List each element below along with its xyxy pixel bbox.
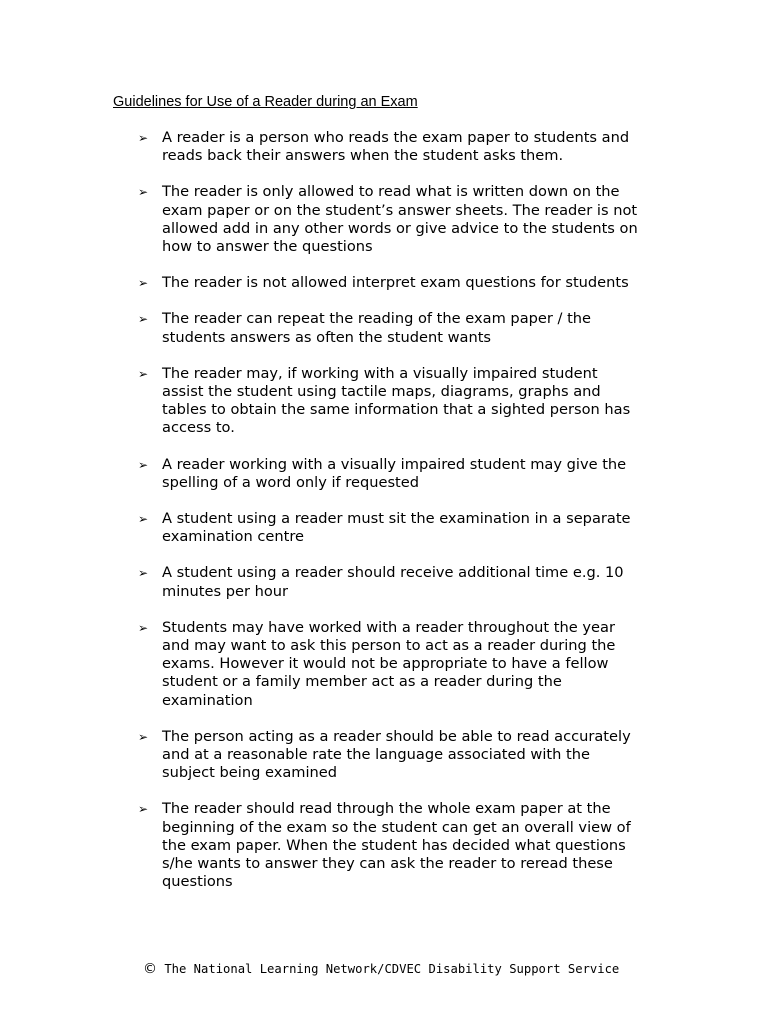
copyright-symbol: © [143, 961, 157, 977]
list-item-text: The reader is only allowed to read what is written down on the exam paper or on the student’s answer sheets. The reader is not allowed add in any other words or give advice to the students on how to answer the questions [162, 183, 638, 256]
document-title: Guidelines for Use of a Reader during an Exam [113, 94, 418, 110]
arrowhead-bullet-icon: ➢ [138, 802, 149, 817]
list-item-text: A student using a reader should receive additional time e.g. 10 minutes per hour [162, 564, 624, 600]
list-item-text: The reader may, if working with a visually impaired student assist the student using tactile maps, diagrams, graphs and tables to obtain the same information that a sighted person has access to. [162, 364, 631, 437]
arrowhead-bullet-icon: ➢ [138, 457, 149, 472]
list-item [138, 274, 658, 292]
list-item [138, 800, 658, 891]
footer-text: The National Learning Network/CDVEC Disability Support Service [157, 962, 620, 976]
list-item [138, 510, 658, 546]
list-item [138, 728, 658, 783]
list-item-text: The reader is not allowed interpret exam questions for students [162, 274, 629, 292]
list-item-text: Students may have worked with a reader throughout the year and may want to ask this person to act as a reader during the exams. However it would not be appropriate to have a fellow student or a family member act as a reader during the examination [162, 618, 616, 709]
list-item-text: The person acting as a reader should be able to read accurately and at a reasonable rate the language associated with the subject being examined [162, 727, 631, 782]
list-item-text: A reader working with a visually impaired student may give the spelling of a word only if requested [162, 455, 627, 491]
arrowhead-bullet-icon: ➢ [138, 620, 149, 635]
list-item-text: A student using a reader must sit the examination in a separate examination centre [162, 510, 631, 546]
arrowhead-bullet-icon: ➢ [138, 131, 149, 145]
list-item [138, 456, 658, 492]
arrowhead-bullet-icon: ➢ [138, 566, 149, 581]
list-item [138, 183, 658, 256]
arrowhead-bullet-icon: ➢ [138, 185, 149, 200]
list-item-text: The reader should read through the whole exam paper at the beginning of the exam so the student can get an overall view of the exam paper. When the student has decided what questions s/he wants to answer they can ask the reader to reread these questions [162, 800, 631, 891]
arrowhead-bullet-icon: ➢ [138, 366, 149, 381]
arrowhead-bullet-icon: ➢ [138, 729, 149, 744]
list-item [138, 310, 658, 346]
footer [143, 961, 619, 977]
list-item [138, 564, 658, 600]
list-item [138, 365, 658, 438]
list-item [138, 129, 658, 165]
list-item [138, 619, 658, 710]
guidelines-list [138, 129, 658, 910]
list-item-text: The reader can repeat the reading of the exam paper / the students answers as often the student wants [162, 310, 592, 346]
arrowhead-bullet-icon: ➢ [138, 512, 149, 527]
arrowhead-bullet-icon: ➢ [138, 312, 149, 327]
arrowhead-bullet-icon: ➢ [138, 276, 149, 291]
list-item-text: A reader is a person who reads the exam paper to students and reads back their answers when the student asks them. [162, 129, 630, 165]
